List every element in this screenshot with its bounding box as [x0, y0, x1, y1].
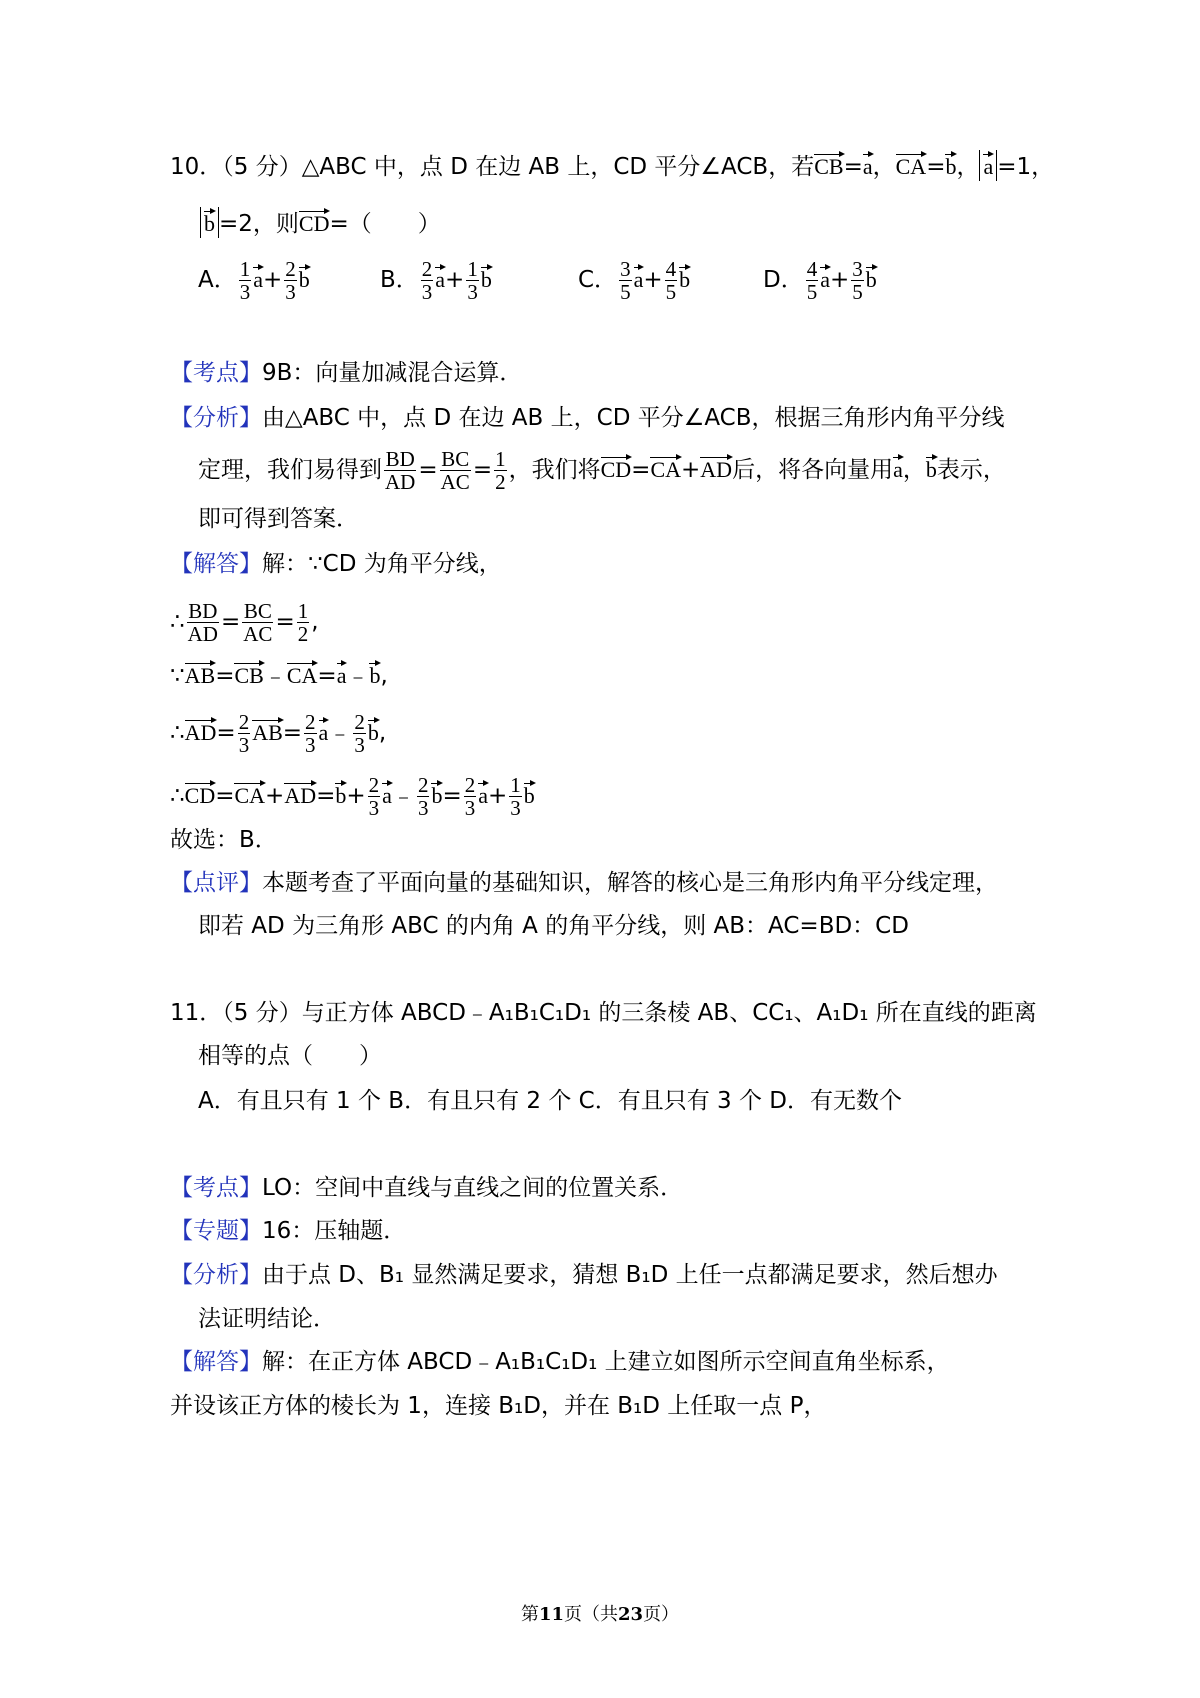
q10-fenxi-line2: 定理，我们易得到 $\frac{BD}{AD}$ = $\frac{BC}{AC}$ = $\frac{1}{2}$ ，我们将CD=CA+AD后，将各向量用a，b表示，	[198, 447, 1006, 494]
page-number: 11	[538, 1604, 564, 1625]
q10-answer: 故选：B．	[170, 827, 278, 853]
q10-step3: ∴AD= $\frac{2}{3}$ AB= $\frac{2}{3}$ a﹣ $\frac{2}{3}$ b,	[170, 710, 387, 757]
q10-stem-line2: b =2，则CD=（ ）	[200, 207, 441, 239]
q10-option-a: A． $\frac{1}{3}$ a+ $\frac{2}{3}$ b	[198, 257, 310, 304]
q11-fenxi-line2: 法证明结论．	[198, 1306, 336, 1332]
q10-fenxi-line1: 【分析】由△ABC 中，点 D 在边 AB 上，CD 平分∠ACB，根据三角形内角平分线	[170, 405, 1005, 431]
q10-dianping-line2: 即若 AD 为三角形 ABC 的内角 A 的角平分线，则 AB：AC=BD：CD	[198, 913, 909, 939]
q11-stem-line1: 11．（5 分）与正方体 ABCD﹣A₁B₁C₁D₁ 的三条棱 AB、CC₁、A₁D₁ 所在直线的距离	[170, 1000, 1037, 1026]
q11-kaodian: 【考点】LO：空间中直线与直线之间的位置关系．	[170, 1175, 684, 1201]
q10-kaodian: 【考点】9B：向量加减混合运算．	[170, 360, 523, 386]
q11-options: A．有且只有 1 个 B．有且只有 2 个 C．有且只有 3 个 D．有无数个	[198, 1088, 902, 1114]
page-footer: 第11页（共23页）	[520, 1604, 680, 1625]
q10-option-d: D． $\frac{4}{5}$ a+ $\frac{3}{5}$ b	[763, 257, 877, 304]
q10-option-c: C． $\frac{3}{5}$ a+ $\frac{4}{5}$ b	[578, 257, 691, 304]
q10-stem-text: 10．（5 分）△ABC 中，点 D 在边 AB 上，CD 平分∠ACB，若	[170, 154, 815, 180]
q10-fenxi-line3: 即可得到答案．	[198, 506, 359, 532]
q11-jieda-line1: 【解答】解：在正方体 ABCD﹣A₁B₁C₁D₁ 上建立如图所示空间直角坐标系，	[170, 1349, 950, 1375]
q11-jieda-line2: 并设该正方体的棱长为 1，连接 B₁D，并在 B₁D 上任取一点 P，	[170, 1393, 827, 1419]
q10-option-b: B． $\frac{2}{3}$ a+ $\frac{1}{3}$ b	[380, 257, 492, 304]
q11-stem-line2: 相等的点（ ）	[198, 1043, 382, 1069]
q10-step2: ∵AB=CB﹣CA=a﹣b,	[170, 659, 388, 691]
page-total: 23	[618, 1604, 644, 1625]
q10-stem-line1: 10．（5 分）△ABC 中，点 D 在边 AB 上，CD 平分∠ACB，若CB=a，CA=b， a =1，	[170, 150, 1054, 182]
q10-step1: ∴ $\frac{BD}{AD}$ = $\frac{BC}{AC}$ = $\frac{1}{2}$ ,	[170, 599, 319, 646]
q10-dianping-line1: 【点评】本题考查了平面向量的基础知识，解答的核心是三角形内角平分线定理，	[170, 870, 998, 896]
q11-fenxi-line1: 【分析】由于点 D、B₁ 显然满足要求，猜想 B₁D 上任一点都满足要求，然后想办	[170, 1262, 998, 1288]
q10-jieda: 【解答】解：∵CD 为角平分线，	[170, 551, 502, 577]
q10-step4: ∴CD=CA+AD=b+ $\frac{2}{3}$ a﹣ $\frac{2}{3}$ b= $\frac{2}{3}$ a+ $\frac{1}{3}$ b	[170, 773, 535, 820]
q11-zhuanti: 【专题】16：压轴题．	[170, 1218, 407, 1244]
